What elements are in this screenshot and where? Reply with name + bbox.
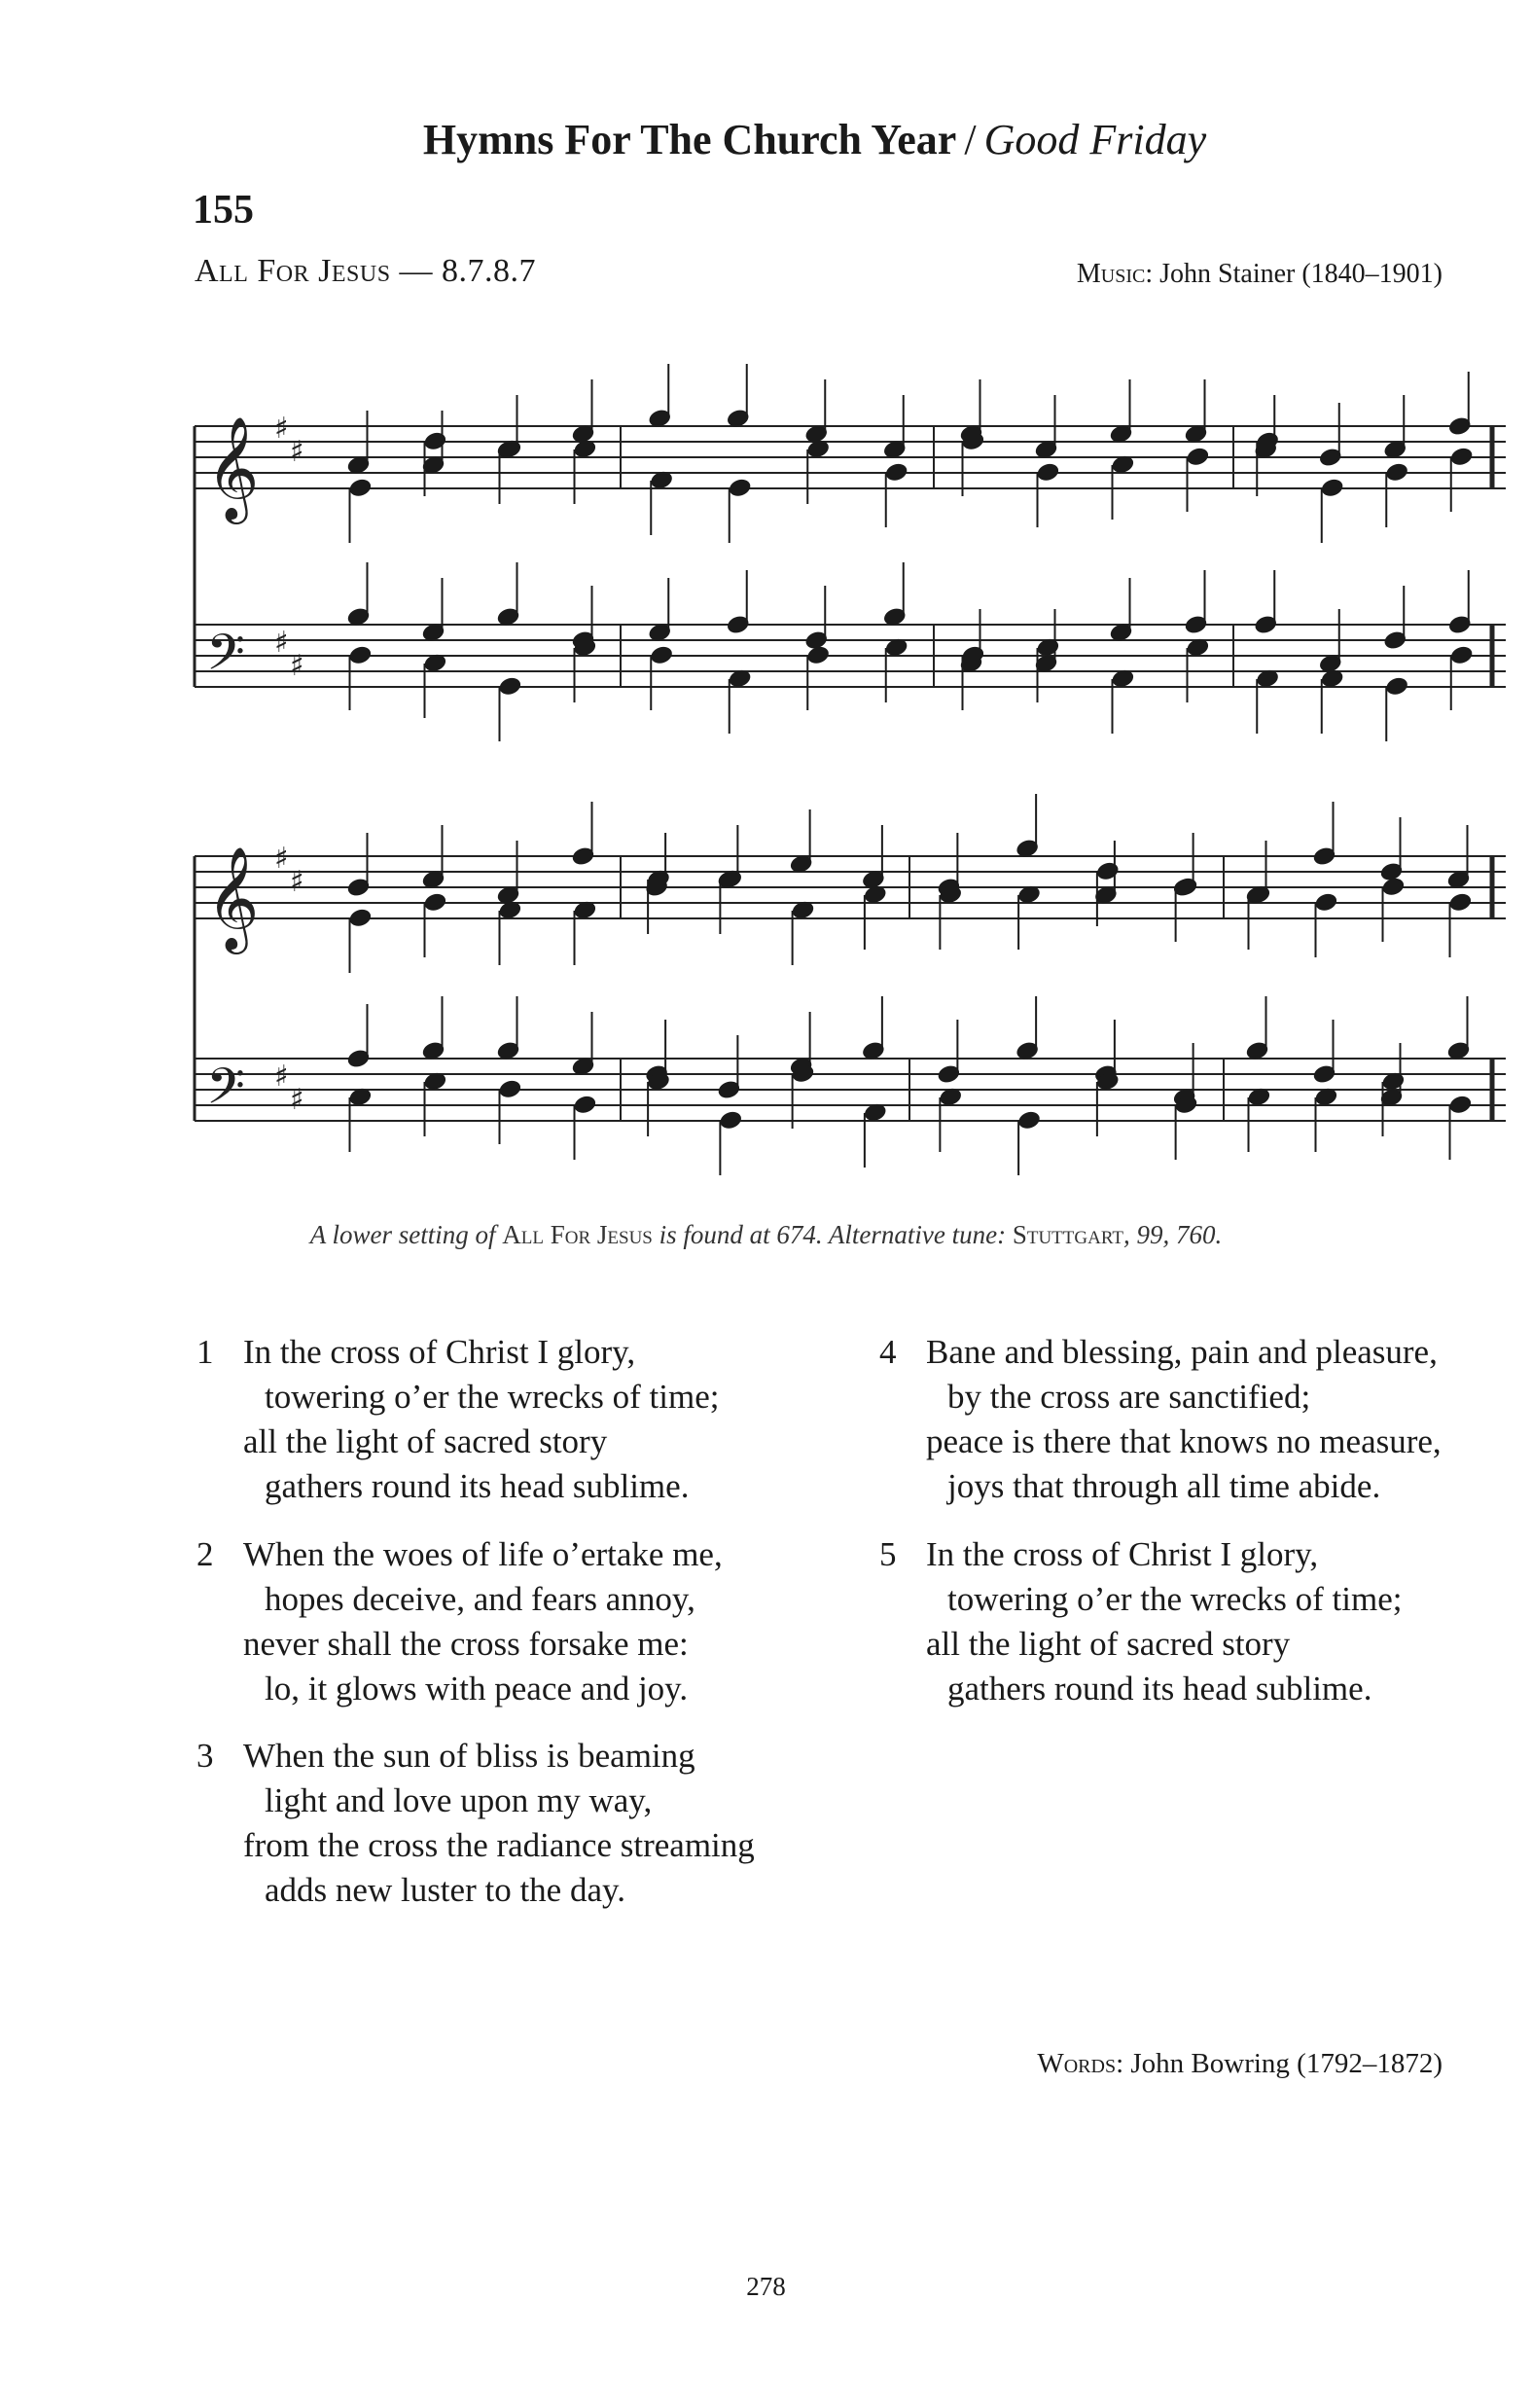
note-head xyxy=(422,891,447,914)
key-sharp: ♯ xyxy=(274,1060,289,1094)
key-sharp: ♯ xyxy=(290,649,304,683)
note-head xyxy=(1384,675,1409,698)
stanza-1: 1 In the cross of Christ I glory, towering o’er the wrecks of time; all the light of sacred story gathers round its head sublime. xyxy=(243,1330,719,1509)
header-separator: / xyxy=(964,116,977,163)
stanza-3: 3 When the sun of bliss is beaming light and love upon my way, from the cross the radiance streaming adds new luster to the day. xyxy=(243,1734,755,1913)
music-label: Music: xyxy=(1076,259,1154,289)
alt-tune-ref: Stuttgart xyxy=(1012,1220,1123,1249)
bass-clef: 𝄢 xyxy=(206,1057,245,1128)
stanza-number: 5 xyxy=(879,1535,897,1573)
note-head xyxy=(1016,1109,1042,1132)
tune-meter: — 8.7.8.7 xyxy=(390,253,537,289)
stanza-number: 3 xyxy=(196,1737,214,1775)
note-head xyxy=(1447,1094,1473,1116)
note-head xyxy=(422,430,447,452)
grand-staff-2 xyxy=(195,794,1506,1175)
treble-clef: 𝄞 xyxy=(206,845,260,950)
words-label: Words: xyxy=(1037,2048,1124,2079)
grand-staff-1 xyxy=(195,364,1506,741)
note-head xyxy=(884,461,909,484)
note-head xyxy=(1449,446,1475,468)
key-sharp: ♯ xyxy=(274,842,289,876)
stanza-4: 4 Bane and blessing, pain and pleasure, by the cross are sanctified; peace is there that knows no measure, joys that through all time abide. xyxy=(926,1330,1442,1509)
key-sharp: ♯ xyxy=(290,865,304,899)
stanza-5: 5 In the cross of Christ I glory, towering o’er the wrecks of time; all the light of sacred story gathers round its head sublime. xyxy=(926,1532,1402,1711)
note-head xyxy=(805,644,831,666)
key-sharp: ♯ xyxy=(290,1083,304,1117)
bass-clef: 𝄢 xyxy=(206,623,245,694)
stanza-number: 4 xyxy=(879,1333,897,1371)
setting-note: A lower setting of All For Jesus is found at 674. Alternative tune: Stuttgart, 99, 760. xyxy=(309,1220,1223,1249)
note-head xyxy=(347,907,373,929)
note-head xyxy=(649,644,674,666)
note-head xyxy=(1320,477,1345,499)
note-head xyxy=(1185,446,1210,468)
note-head xyxy=(347,644,373,666)
note-head xyxy=(1313,891,1338,914)
tune-ref: All For Jesus xyxy=(502,1220,653,1249)
season-title: Good Friday xyxy=(983,116,1207,163)
tune-name: All For Jesus xyxy=(195,253,391,289)
page-number: 278 xyxy=(746,2272,786,2301)
key-sharp: ♯ xyxy=(274,412,289,446)
note-head xyxy=(1380,876,1406,898)
hymn-number: 155 xyxy=(193,188,254,233)
treble-clef: 𝄞 xyxy=(206,415,260,520)
stanza-number: 2 xyxy=(196,1535,214,1573)
key-sharp: ♯ xyxy=(274,626,289,660)
stanza-number: 1 xyxy=(196,1333,214,1371)
note-head xyxy=(728,477,753,499)
note-head xyxy=(1384,461,1409,484)
note-head xyxy=(718,1109,743,1132)
key-sharp: ♯ xyxy=(290,435,304,469)
book-title: Hymns For The Church Year xyxy=(422,116,957,163)
note-head xyxy=(1449,644,1475,666)
words-credit xyxy=(1037,2048,1443,2080)
note-head xyxy=(497,1078,522,1100)
composer: John Stainer (1840–1901) xyxy=(1153,259,1443,289)
note-head xyxy=(1173,876,1198,898)
note-head xyxy=(1095,860,1121,882)
author: John Bowring (1792–1872) xyxy=(1123,2048,1443,2079)
note-head xyxy=(1035,461,1060,484)
stanza-2: 2 When the woes of life o’ertake me, hopes deceive, and fears annoy, never shall the cross forsake me: lo, it glows with peace and joy. xyxy=(243,1532,723,1711)
note-head xyxy=(1447,891,1473,914)
note-head xyxy=(497,675,522,698)
note-head xyxy=(572,1094,597,1116)
note-head xyxy=(347,477,373,499)
